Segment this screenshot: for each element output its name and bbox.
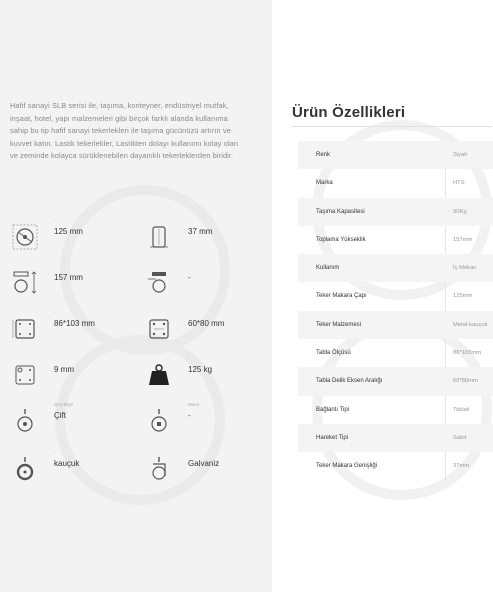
row-value: İç Mekan xyxy=(453,265,477,272)
row-key: Teker Malzemesi xyxy=(316,321,362,328)
hole-spacing-icon xyxy=(146,316,172,342)
bearing-icon xyxy=(12,408,38,434)
spec-value: 60*80 mm xyxy=(188,319,225,328)
spec-plate-size xyxy=(12,310,132,350)
table-row xyxy=(298,396,493,424)
spec-value: 9 mm xyxy=(54,365,74,374)
spec-hole-diameter xyxy=(12,356,132,396)
row-value: 60*80mm xyxy=(453,378,478,385)
features-title: Ürün Özellikleri xyxy=(292,104,406,121)
table-row xyxy=(298,141,493,169)
table-row xyxy=(298,169,493,197)
spec-value: - xyxy=(188,411,191,420)
spec-value: Galvaniz xyxy=(188,459,220,468)
row-key: Renk xyxy=(316,152,331,158)
spec-sub: Sıra Bilye xyxy=(54,402,74,407)
row-value: 37mm xyxy=(453,463,470,470)
table-row xyxy=(298,311,493,339)
table-row xyxy=(298,452,493,480)
table-row xyxy=(298,226,493,254)
spec-value: 37 mm xyxy=(188,227,213,236)
row-key: Marka xyxy=(316,180,333,187)
row-value: 125mm xyxy=(453,293,473,300)
table-row xyxy=(298,198,493,226)
spec-total-height xyxy=(12,264,132,304)
spec-wheel-diameter xyxy=(12,218,132,258)
product-description: Hafif sanayi SLB serisi ile, taşıma, konteyner, endüstriyel mutfak, inşaat, hotel, yapı malzemeleri gibi birçok farklı alanda kullanıma sahip bu tip hafif sanayi tekerlekleri ile taşıma gücünüzü artırın ve kuvvet katın. Lastik tekerlekler, Lastikten dolayı kullanımı kolay olan ve zeminde kolayca sürüklenebilen dayanıklı tekerleklerden biridir. xyxy=(10,101,239,160)
hub-icon xyxy=(146,408,172,434)
wheel-width-icon xyxy=(146,224,172,250)
wheel-diameter-icon xyxy=(12,224,38,250)
tread-icon xyxy=(12,456,38,482)
plate-size-icon xyxy=(12,316,38,342)
row-key: Toplama Yükseklik xyxy=(316,236,366,243)
row-value: 90Kg xyxy=(453,208,467,215)
table-row xyxy=(298,282,493,310)
spec-tread xyxy=(12,450,132,490)
spec-value: kauçuk xyxy=(54,459,80,468)
row-value: Tablalı xyxy=(453,406,470,413)
spec-wheel-width xyxy=(146,218,266,258)
spec-offset xyxy=(146,264,266,304)
spec-sub: - xyxy=(188,310,190,315)
spec-sub: - xyxy=(188,450,190,455)
table-row xyxy=(298,424,493,452)
hole-diameter-icon xyxy=(12,362,38,388)
table-row xyxy=(298,367,493,395)
row-value: HTS xyxy=(453,180,465,187)
spec-sub: Motor xyxy=(188,402,200,407)
spec-sub: - xyxy=(188,356,190,361)
spec-hub xyxy=(146,402,266,442)
weight-icon xyxy=(146,362,172,388)
spec-sub: - xyxy=(54,310,56,315)
features-panel xyxy=(272,0,493,592)
row-key: Tabla Ölçüsü xyxy=(316,350,351,357)
spec-bracket xyxy=(146,450,266,490)
spec-value: 86*103 mm xyxy=(54,319,95,328)
row-value: 157mm xyxy=(453,236,473,243)
spec-weight xyxy=(146,356,266,396)
row-value: Metal-kauçuk xyxy=(453,321,488,328)
spec-hole-spacing xyxy=(146,310,266,350)
row-key: Tabla Delik Eksen Aralığı xyxy=(316,378,383,385)
spec-sub: - xyxy=(54,356,56,361)
spec-sub: - xyxy=(54,450,56,455)
spec-value: 157 mm xyxy=(54,273,83,282)
table-row xyxy=(298,339,493,367)
row-key: Hareket Tipi xyxy=(316,434,349,441)
spec-bearing xyxy=(12,402,132,442)
row-value: 86*103mm xyxy=(453,350,482,357)
spec-sub: - xyxy=(54,218,56,223)
total-height-icon xyxy=(12,270,38,296)
row-key: Taşıma Kapasitesi xyxy=(316,208,365,215)
bracket-icon xyxy=(146,456,172,482)
offset-icon xyxy=(146,270,172,296)
row-key: Teker Makara Genişliği xyxy=(316,463,378,470)
row-key: Kullanım xyxy=(316,265,340,272)
table-row xyxy=(298,254,493,282)
row-key: Teker Makara Çapı xyxy=(316,293,367,300)
row-key: Bağlantı Tipi xyxy=(316,406,350,413)
row-value: Sabit xyxy=(453,434,467,441)
spec-value: 125 kg xyxy=(188,365,213,374)
spec-value: Çift xyxy=(54,411,66,420)
row-value: Siyah xyxy=(453,152,468,158)
divider xyxy=(292,126,492,127)
spec-sub: - xyxy=(188,264,190,269)
spec-sub: - xyxy=(188,218,190,223)
features-table xyxy=(298,141,493,481)
spec-value: 125 mm xyxy=(54,227,83,236)
spec-value: - xyxy=(188,273,191,282)
spec-sub: - xyxy=(54,264,56,269)
